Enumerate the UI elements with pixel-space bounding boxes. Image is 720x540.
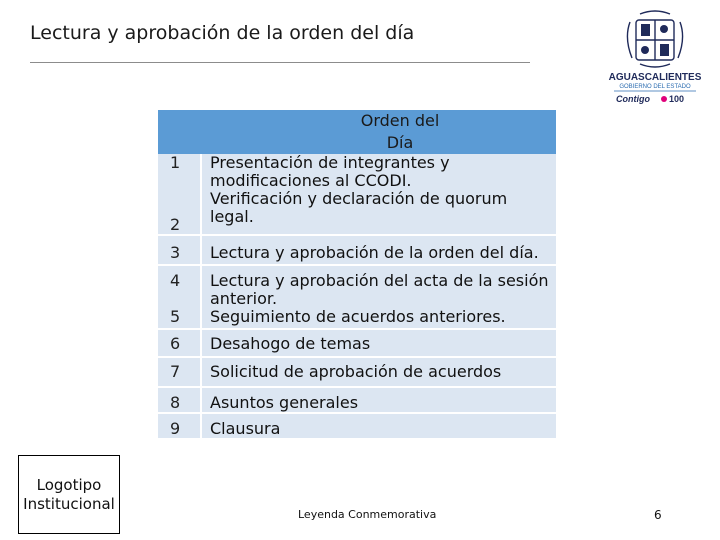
institutional-logo-text: Logotipo Institucional xyxy=(23,475,115,513)
agenda-item-number: 8 xyxy=(170,393,181,412)
logo-slogan-text: Contigo xyxy=(616,94,650,104)
agenda-header xyxy=(158,110,556,154)
logo-slogan-number: 100 xyxy=(669,94,685,104)
agenda-item-text: Presentación de integrantes y modificaciones al CCODI. xyxy=(210,153,450,190)
title-divider xyxy=(30,62,530,63)
agenda-row xyxy=(158,266,556,330)
agenda-item-number: 5 xyxy=(170,307,181,326)
agenda-item-text: Clausura xyxy=(210,419,281,438)
agenda-item-number: 2 xyxy=(170,215,181,234)
agenda-row xyxy=(158,388,556,414)
coat-of-arms-icon xyxy=(600,8,710,108)
agenda-item-number: 7 xyxy=(170,362,181,381)
logo-name-text: AGUASCALIENTES xyxy=(608,72,702,83)
slogan-dot-icon xyxy=(661,96,667,102)
agenda-row xyxy=(158,236,556,266)
agenda-header-line1: Orden del xyxy=(360,111,440,130)
agenda-item-number: 1 xyxy=(170,153,181,172)
agenda-item-number: 3 xyxy=(170,243,181,262)
agenda-item-text: Lectura y aprobación de la orden del día. xyxy=(210,243,539,262)
agenda-item-text: Seguimiento de acuerdos anteriores. xyxy=(210,307,506,326)
agenda-row xyxy=(158,414,556,440)
agenda-item-text: Verificación y declaración de quorum legal. xyxy=(210,189,508,226)
agenda-table xyxy=(158,110,556,440)
commemorative-legend: Leyenda Conmemorativa xyxy=(298,508,437,521)
agenda-item-text: Lectura y aprobación del acta de la sesión anterior. xyxy=(210,271,549,308)
agenda-item-number: 4 xyxy=(170,271,181,290)
agenda-row xyxy=(158,330,556,358)
agenda-item-text: Desahogo de temas xyxy=(210,334,371,353)
institutional-logo-placeholder xyxy=(18,455,120,534)
logo-subtitle-text: GOBIERNO DEL ESTADO xyxy=(619,84,691,90)
slide-title: Lectura y aprobación de la orden del día xyxy=(30,22,415,44)
agenda-item-number: 9 xyxy=(170,419,181,438)
aguascalientes-logo xyxy=(600,8,710,108)
page-number: 6 xyxy=(654,508,662,522)
agenda-item-number: 6 xyxy=(170,334,181,353)
agenda-header-line2: Día xyxy=(386,133,414,152)
agenda-item-text: Solicitud de aprobación de acuerdos xyxy=(210,362,502,381)
agenda-row xyxy=(158,358,556,388)
agenda-item-text: Asuntos generales xyxy=(210,393,359,412)
agenda-row xyxy=(158,154,556,236)
